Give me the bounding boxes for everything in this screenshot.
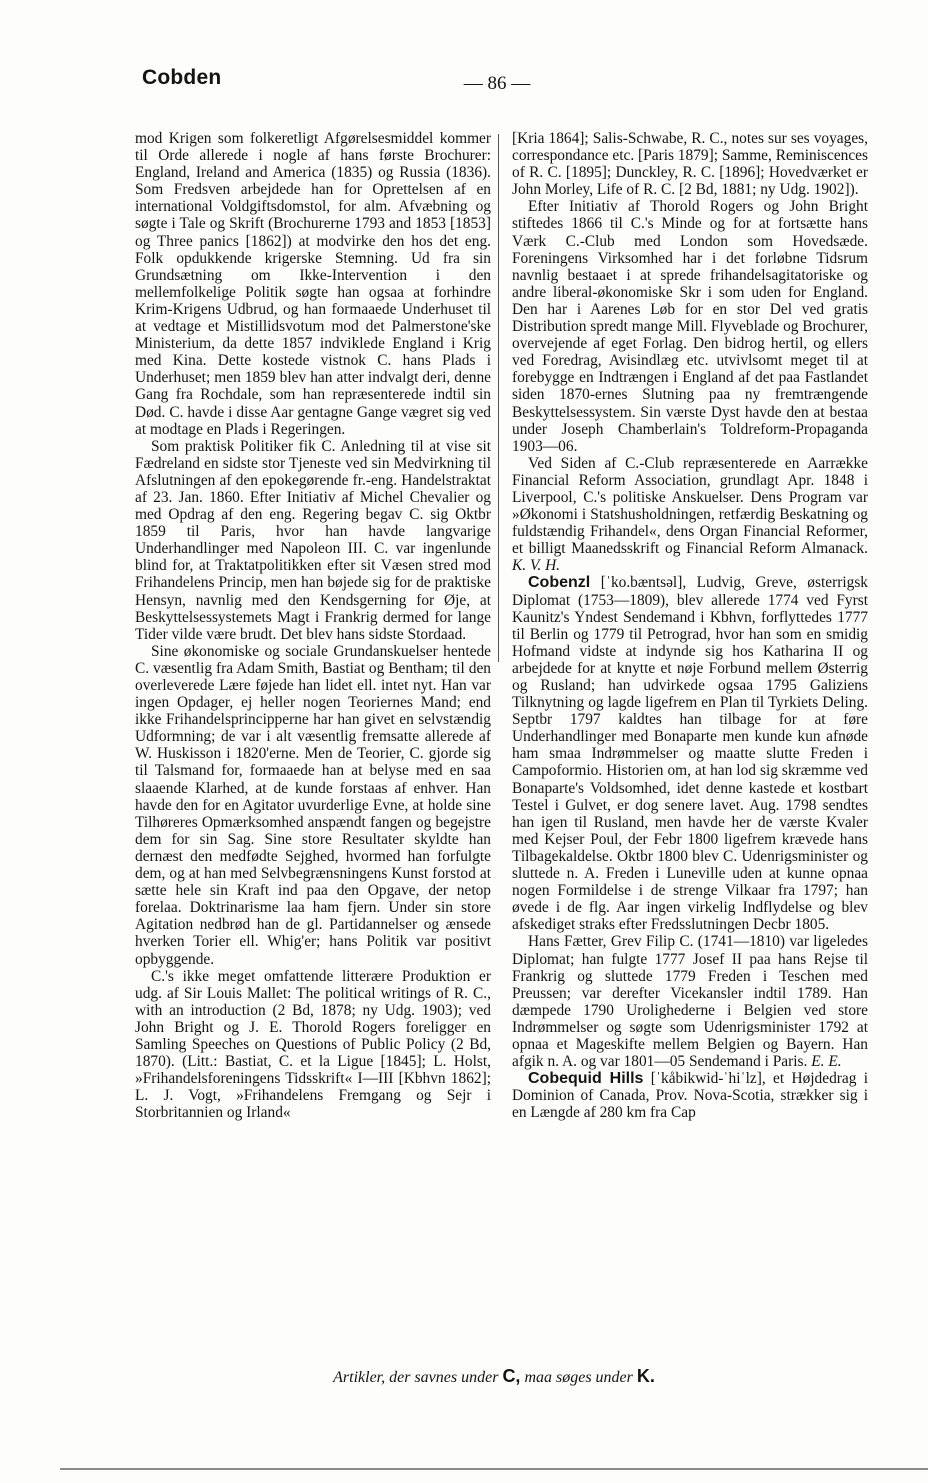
entry-cobequid-hills [512,1070,868,1121]
paragraph: [Kria 1864]; Salis-Schwabe, R. C., notes sur ses voyages, correspondance etc. [Paris 1879]; Samme, Reminiscences of R. C. [1895]; Dunckley, R. C. [1896]; Hovedværket er John Morley, Life of R. C. [2 Bd, 1881; ny Udg. 1902]). [512,130,869,199]
paragraph-text: Hans Fætter, Grev Filip C. (1741—1810) var ligeledes Diplomat; han fulgte 1777 Josef II paa hans Rejse til Frankrig og sluttede 1779 Freden i Teschen med Preussen; var derefter Vicekansler indtil 1789. Han dæmpede 1790 Urolighederne i Belgien ved store Indrømmelser og søgte som Udenrigsminister 1792 at opnaa et Mageskifte mellem Belgien og Bayern. Han afgik n. A. og var 1801—05 Sendemand i Paris. [512,933,868,1071]
paragraph-text: Ved Siden af C.-Club repræsenterede en Aarrække Financial Reform Association, grundlagt Apr. 1848 i Liverpool, C.'s politiske Anskuelser. Dens Program var »Økonomi i Statshusholdningen, retfærdig Beskatning og fuldstændig Frihandel«, dens Organ Financial Reformer, et billigt Maanedsskrift og Financial Reform Almanack. [512,454,868,558]
entry-text: [ˈkåbikwid-ˈhiˈlz], et Højdedrag i Dominion of Canada, Prov. Nova-Scotia, strækker sig i en Længde af 280 km fra Cap [512,1070,869,1122]
paragraph: mod Krigen som folkeretligt Afgørelsesmiddel kommer til Orde allerede i nogle af hans første Brochurer: England, Ireland and America (1835) og Russia (1836). Som Fredsven arbejdede han for Oprettelsen af en international Voldgiftsdomstol, for alm. Afvæbning og søgte i Tale og Skrift (Brochurerne 1793 and 1853 [1853] og Three panics [1862]) at modvirke den hos det eng. Folk opdukkende krigerske Stemning. Ud fra sin Grundsætning om Ikke-Intervention i den mellemfolkelige Politik søgte han ogsaa at forhindre Krim-Krigens Udbrud, og han formaaede Underhuset til at vedtage et Mistillidsvotum mod det Palmerstone'ske Ministerium, da dette 1857 indviklede England i Krig med Kina. Dette kostede vistnok C. hans Plads i Underhuset; men 1859 blev han atter indvalgt deri, denne Gang fra Rochdale, som han repræsenterede indtil sin Død. C. havde i disse Aar gentagne Gange vægret sig ved at modtage en Plads i Regeringen. [135,130,491,438]
paragraph: Som praktisk Politiker fik C. Anledning til at vise sit Fædreland en sidste stor Tjeneste ved sin Medvirkning til Afslutningen af den epokegørende fr.-eng. Handelstraktat af 23. Jan. 1860. Efter Initiativ af Michel Chevalier og med Opdrag af den eng. Regering begav C. sig Oktbr 1859 til Paris, hvor han havde langvarige Underhandlinger med Napoleon III. C. var ingenlunde blind for, at Traktatpolitikken efter sit Væsen stred mod Frihandelens Princip, men han bøjede sig for de praktiske Hensyn, navnlig med den Kendsgerning for Øje, at Beskyttelsessystemets Magt i Frankrig dermed for lange Tider vilde være brudt. Det blev hans sidste Stordaad. [135,437,491,643]
footer-letter: K. [636,1366,655,1386]
footer-text: maa søges under [524,1369,633,1386]
page-number: — 86 — [463,73,531,94]
footer-letter: C, [502,1366,521,1386]
column-divider [498,134,499,662]
left-column [135,130,491,1121]
headword: Cobequid Hills [528,1070,644,1088]
author-signature: K. V. H. [512,557,561,575]
entry-cobenzl [512,574,868,933]
page-edge [60,1468,928,1470]
paragraph [512,455,868,575]
paragraph: Efter Initiativ af Thorold Rogers og John Bright stiftedes 1866 til C.'s Minde og for at fortsætte hans Værk C.-Club med London som Hovedsæde. Foreningens Virksomhed har i det forløbne Tidsrum navnlig bestaaet i at sprede frihandelsagitatoriske og andre liberal-økonomiske Skr i som uden for England. Den har i Aarenes Løb for en stor Del ved gratis Distribution spredt mange Mill. Flyveblade og Brochurer, overvejende af eget Forlag. Den bidrog hertil, og ellers ved Foredrag, Avisindlæg etc. utvivlsomt meget til at forebygge en Indtrængen i England af det paa Fastlandet siden 1870-ernes Slutning paa ny fremtrængende Beskyttelsessystem. Sin værste Dyst havde den at bestaa under Joseph Chamberlain's Toldreform-Propaganda 1903—06. [512,198,868,455]
footer-text: Artikler, der savnes under [333,1369,499,1386]
footer-note [0,1366,928,1387]
paragraph: C.'s ikke meget omfattende litterære Produktion er udg. af Sir Louis Mallet: The political writings of R. C., with an introduction (2 Bd, 1878; ny Udg. 1903); ved John Bright og J. E. Thorold Rogers foreligger en Samling Speeches on Questions of Public Policy (2 Bd, 1870). (Litt.: Bastiat, C. et la Ligue [1845]; L. Holst, »Frihandelsforeningens Tidsskrift« I—III [Kbhvn 1862]; L. J. Vogt, »Frihandelens Fremgang og Sejr i Storbritannien og Irland« [135,967,491,1122]
right-column [512,130,868,1121]
author-signature: E. E. [811,1053,842,1071]
running-head: Cobden [142,66,222,89]
headword: Cobenzl [528,574,591,592]
paragraph: Sine økonomiske og sociale Grundanskuelser hentede C. væsentlig fra Adam Smith, Bastiat og Bentham; til den overleverede Lære føjede han lidet ell. intet nyt. Han var ingen Opdager, ej heller nogen Teoriernes Mand; end ikke Frihandelsprincipperne har han givet en selvstændig Udformning; de var i alt væsentlig fremsatte allerede af W. Huskisson i 1820'erne. Men de Teorier, C. gjorde sig til Talsmand for, formaaede han at belyse med en saa slaaende Klarhed, at de kunde forstaas af enhver. Han havde den for en Agitator uvurderlige Evne, at holde sine Tilhøreres Opmærksomhed anspændt fangen og begejstre dem for sin Sag. Sine store Resultater skyldte han dernæst den medfødte Sejghed, hvormed han forfulgte dem, og at han med Selvbegrænsningens Kunst forstod at sætte hele sin Kraft ind paa den Opgave, der netop forelaa. Doktrinarisme laa ham fjern. Under sin store Agitation nedbrød han de gl. Partidannelser og ænsede hverken Torier ell. Whig'er; hans Politik var positivt opbyggende. [135,642,491,968]
paragraph [512,933,868,1070]
entry-text: [ˈko.bæntsəl], Ludvig, Greve, østerrigsk Diplomat (1753—1809), blev allerede 1774 ved Fyrst Kaunitz's Yndest Sendemand i Kbhvn, forflyttedes 1777 til Berlin og 1779 til Petrograd, hvor han som en smidig Hofmand vidste at indynde sig hos Katharina II og arbejdede for at knytte et nøje Forbund mellem Østerrig og Rusland; han udvirkede ogsaa 1795 Galiziens Tilknytning og lagde ligefrem en Plan til Tyrkiets Deling. Septbr 1797 kaldtes han tilbage for at føre Underhandlinger med Bonaparte men kunde kun afnøde ham smaa Indrømmelser og maatte slutte Freden i Campoformio. Historien om, at han lod sig skræmme ved Bonaparte's Voldsomhed, idet denne kastede et kostbart Testel i Gulvet, er dog senere lavet. Aug. 1798 sendtes han igen til Rusland, men havde her de værste Kvaler med Kejser Poul, der Febr 1800 ligefrem krævede hans Tilbagekaldelse. Oktbr 1800 blev C. Udenrigsminister og sluttede n. A. Freden i Luneville uden at kunne opnaa nogen Formildelse i de strenge Vilkaar fra 1797; han øvede i de flg. Aar ingen virkelig Indflydelse og blev afskediget straks efter Fredsslutningen Decbr 1805. [512,574,868,934]
